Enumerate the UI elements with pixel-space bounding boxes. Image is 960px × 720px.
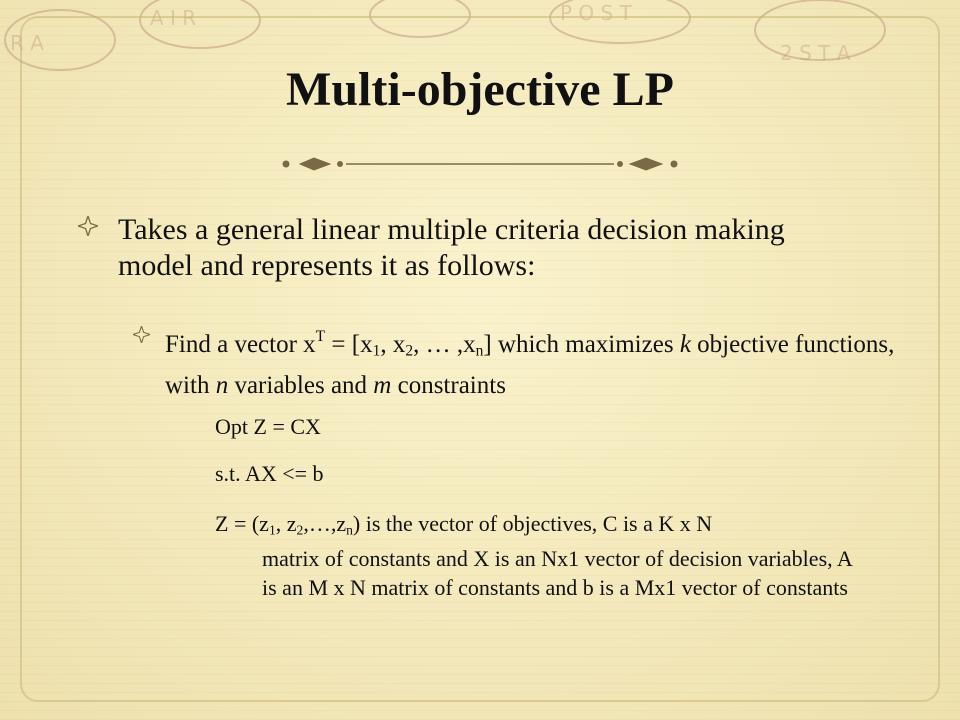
constraint-equation: s.t. AX <= b — [215, 461, 324, 486]
slide-title: Multi-objective LP — [286, 63, 674, 116]
ornamental-divider-icon — [278, 152, 682, 176]
four-point-star-icon — [78, 216, 98, 236]
four-point-star-icon — [133, 326, 150, 343]
svg-text:2 S T A: 2 S T A — [780, 41, 851, 65]
bullet-level1-text: Takes a general linear multiple criteria decision making model and represents it as follows: — [118, 213, 785, 282]
svg-text:P O S T: P O S T — [560, 1, 632, 25]
svg-text:A I R: A I R — [150, 6, 197, 30]
bullet-level2-text: Find a vector $x^T = [x_1$, $x_2$, … $,x_n$] which maximizes k objective functions, with n variables and m constraints — [165, 328, 895, 399]
objective-equation: Opt Z = CX — [215, 414, 321, 439]
svg-text:R A: R A — [10, 31, 44, 55]
definition-paragraph: $Z = (z_1$, $z_2,\dots,z_n$) is the vector of objectives, C is a K x N matrix of constants and X is an Nx1 vector of decision variables, A is an M x N matrix of constants and b is a Mx1 vector of constants — [215, 511, 852, 601]
